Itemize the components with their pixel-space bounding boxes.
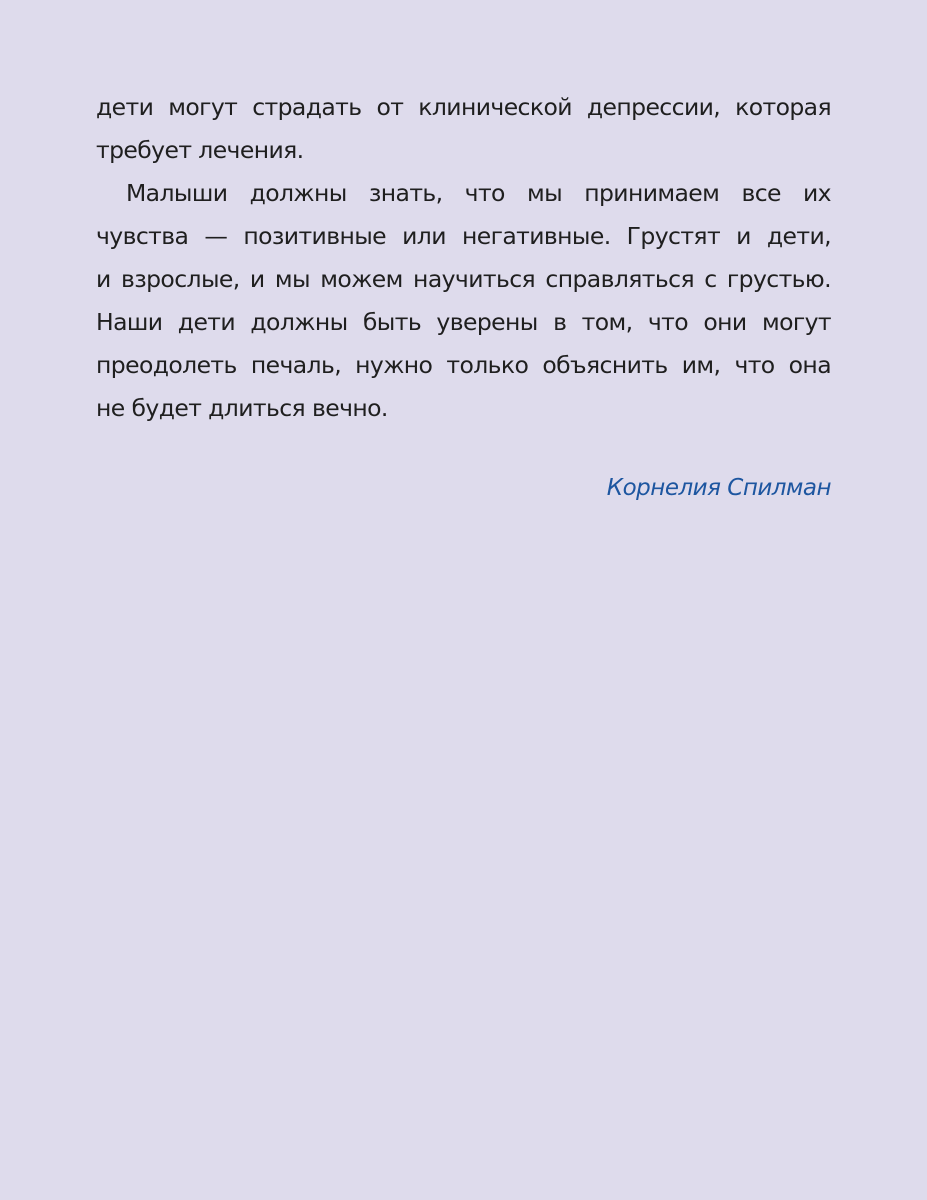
text-line: не будет длиться вечно. (96, 394, 388, 422)
text-line: преодолеть печаль, нужно только объяснить им, что она (96, 351, 831, 379)
author-attribution: Корнелия Спилман (606, 475, 831, 501)
text-line: и взрослые, и мы можем научиться справляться с грустью. (96, 265, 831, 293)
paragraph-2 (96, 172, 831, 430)
body-text (96, 86, 831, 430)
text-line: требует лечения. (96, 136, 304, 164)
text-line: Малыши должны знать, что мы принимаем все их (126, 179, 831, 207)
text-line: Наши дети должны быть уверены в том, что они могут (96, 308, 831, 336)
text-line: чувства — позитивные или негативные. Грустят и дети, (96, 222, 831, 250)
text-line: дети могут страдать от клинической депрессии, которая (96, 93, 831, 121)
paragraph-1 (96, 86, 831, 172)
